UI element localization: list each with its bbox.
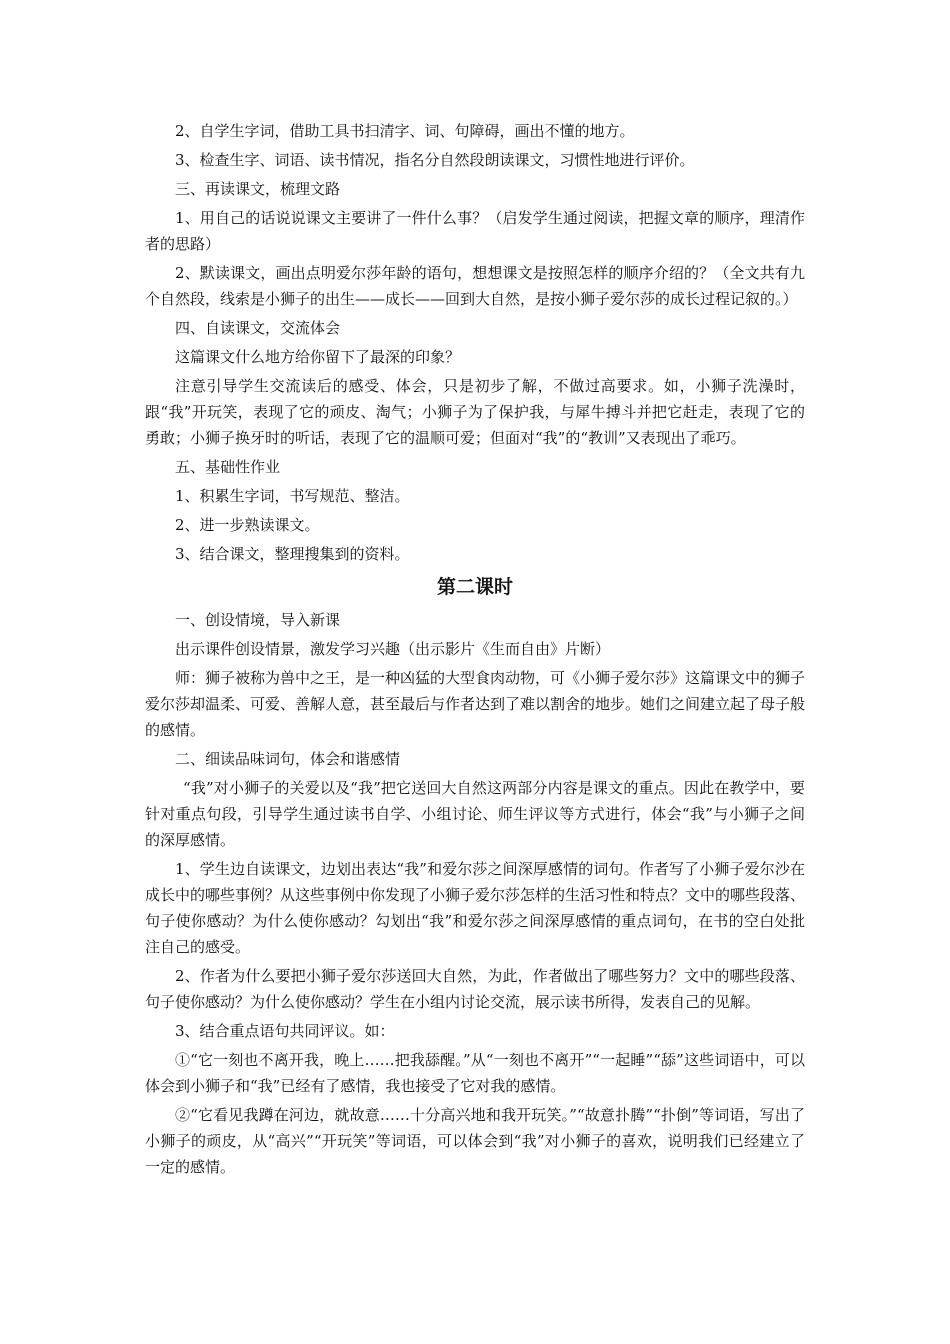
lesson2-example-1: ①“它一刻也不离开我，晚上……把我舔醒。”从“一刻也不离开”“一起睡”“舔”这些词语中，可以体会到小狮子和“我”已经有了感情，我也接受了它对我的感情。 (145, 1051, 805, 1095)
paragraph-silent-reading: 2、默读课文，画出点明爱尔莎年龄的语句，想想课文是按照怎样的顺序介绍的？（全文共有九个自然段，线索是小狮子的出生——成长——回到大自然，是按小狮子爱尔莎的成长过程记叙的。） (145, 264, 805, 308)
lesson2-focus-paragraph: “我”对小狮子的关爱以及“我”把它送回大自然这两部分内容是课文的重点。因此在教学中，要针对重点句段，引导学生通过读书自学、小组讨论、师生评议等方式进行，体会“我”与小狮子之间的深厚感情。 (145, 779, 805, 849)
section-five-title: 五、基础性作业 (175, 458, 281, 476)
document-page (145, 118, 805, 1183)
paragraph-summary-question: 1、用自己的话说说课文主要讲了一件什么事？（启发学生通过阅读，把握文章的顺序，理清作者的思路） (145, 209, 805, 253)
lesson2-section-one-title: 一、创设情境，导入新课 (175, 611, 341, 629)
paragraph-step-3: 3、检查生字、词语、读书情况，指名分自然段朗读课文，习惯性地进行评价。 (175, 151, 695, 169)
homework-item-3: 3、结合课文，整理搜集到的资料。 (175, 545, 410, 563)
paragraph-impression-question: 这篇课文什么地方给你留下了最深的印象？ (175, 348, 461, 366)
lesson2-step-1: 1、学生边自读课文，边划出表达“我”和爱尔莎之间深厚感情的词句。作者写了小狮子爱尔沙在成长中的哪些事例？从这些事例中你发现了小狮子爱尔莎怎样的生活习性和特点？文中的哪些段落、句子使你感动？为什么使你感动？勾划出“我”和爱尔莎之间深厚感情的重点词句，在书的空白处批注自己的感受。 (145, 860, 806, 956)
lesson2-step-2: 2、作者为什么要把小狮子爱尔莎送回大自然，为此，作者做出了哪些努力？文中的哪些段落、句子使你感动？为什么使你感动？学生在小组内讨论交流，展示读书所得，发表自己的见解。 (145, 967, 805, 1011)
lesson2-courseware-intro: 出示课件创设情景，激发学习兴趣（出示影片《生而自由》片断） (175, 640, 611, 658)
lesson2-teacher-intro: 师：狮子被称为兽中之王，是一种凶猛的大型食肉动物，可《小狮子爱尔莎》这篇课文中的狮子爱尔莎却温柔、可爱、善解人意，甚至最后与作者达到了难以割舍的地步。她们之间建立起了母子般的感情。 (145, 669, 806, 739)
paragraph-step-2: 2、自学生字词，借助工具书扫清字、词、句障碍，画出不懂的地方。 (175, 122, 635, 140)
section-three-title: 三、再读课文，梳理文路 (175, 180, 341, 198)
paragraph-guidance: 注意引导学生交流读后的感受、体会，只是初步了解，不做过高要求。如，小狮子洗澡时，跟“我”开玩笑，表现了它的顽皮、淘气；小狮子为了保护我，与犀牛搏斗并把它赶走，表现了它的勇敢；小狮子换牙时的听话，表现了它的温顺可爱；但面对“我”的“教训”又表现出了乖巧。 (145, 377, 805, 447)
lesson2-example-2: ②“它看见我蹲在河边，就故意……十分高兴地和我开玩笑。”“故意扑腾”“扑倒”等词语，写出了小狮子的顽皮，从“高兴”“开玩笑”等词语，可以体会到“我”对小狮子的喜欢，说明我们已经建立了一定的感情。 (145, 1106, 805, 1176)
homework-item-1: 1、积累生字词，书写规范、整洁。 (175, 487, 410, 505)
section-heading-second-lesson: 第二课时 (436, 576, 513, 598)
lesson2-step-3: 3、结合重点语句共同评议。如： (175, 1022, 395, 1040)
section-four-title: 四、自读课文，交流体会 (175, 319, 341, 337)
homework-item-2: 2、进一步熟读课文。 (175, 516, 320, 534)
lesson2-section-two-title: 二、细读品味词句，体会和谐感情 (175, 750, 401, 768)
